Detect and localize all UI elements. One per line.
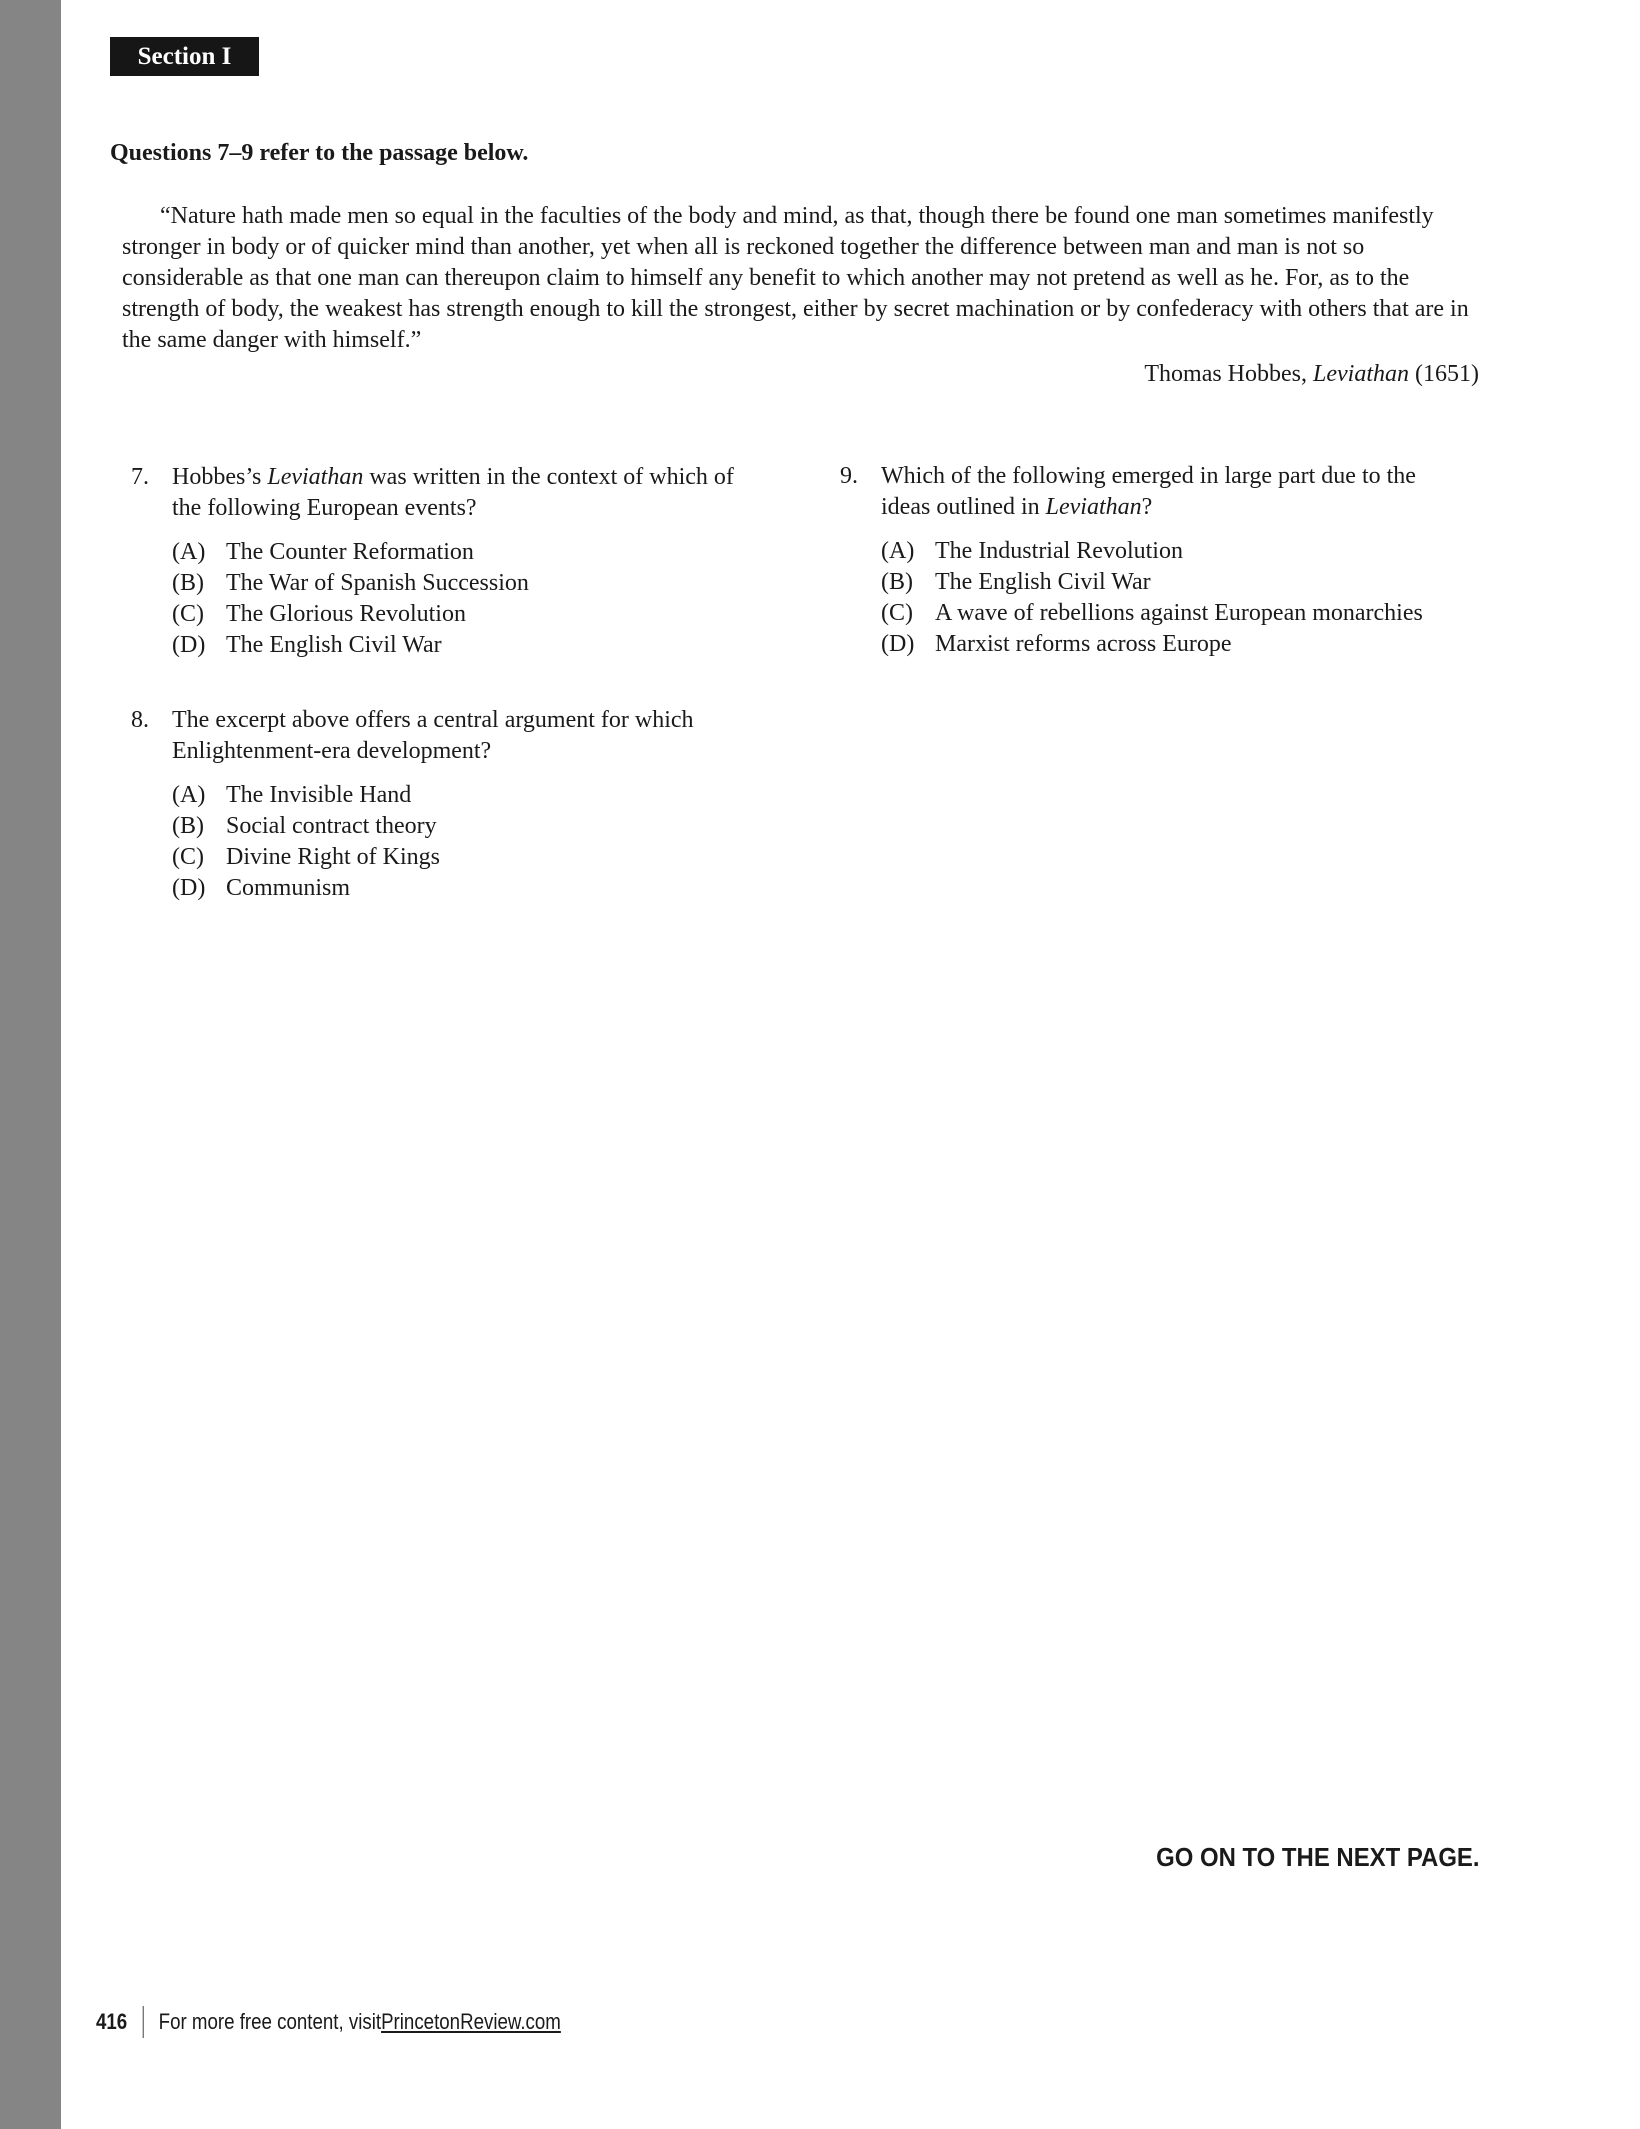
princeton-review-link[interactable]: PrincetonReview.com — [381, 2009, 561, 2034]
passage-heading: Questions 7–9 refer to the passage below. — [110, 140, 529, 166]
question-number: 9. — [840, 463, 858, 489]
footer-text: For more free content, visit — [158, 2009, 382, 2034]
stem-text: Which of the following emerged in large part due to the ideas outlined in — [881, 463, 1416, 520]
question-9 — [840, 461, 1461, 660]
option-label: (D) — [172, 632, 206, 658]
go-on-notice: GO ON TO THE NEXT PAGE. — [1156, 1842, 1480, 1872]
option-label: (B) — [881, 569, 913, 595]
page-edge-bar — [0, 0, 61, 2129]
footer-divider — [143, 2006, 144, 2038]
question-stem: The excerpt above offers a central argument for which Enlightenment-era development? — [172, 707, 694, 764]
option-text: The Industrial Revolution — [935, 538, 1183, 564]
attribution-year: (1651) — [1409, 361, 1479, 387]
option-label: (D) — [172, 875, 206, 901]
answer-option[interactable] — [172, 599, 752, 630]
answer-option[interactable] — [172, 537, 752, 568]
answer-option[interactable] — [881, 629, 1461, 660]
question-7 — [131, 462, 752, 661]
option-text: The English Civil War — [226, 632, 442, 658]
option-label: (A) — [881, 538, 915, 564]
option-text: Communism — [226, 875, 351, 901]
option-label: (B) — [172, 570, 204, 596]
option-label: (C) — [881, 600, 913, 626]
option-text: Social contract theory — [226, 813, 437, 839]
passage-attribution — [1144, 361, 1479, 388]
stem-text: ? — [1141, 494, 1153, 520]
question-number: 8. — [131, 707, 149, 733]
option-label: (A) — [172, 782, 206, 808]
option-text: The English Civil War — [935, 569, 1151, 595]
option-text: Divine Right of Kings — [226, 844, 440, 870]
option-text: The Counter Reformation — [226, 539, 474, 565]
passage-text: “Nature hath made men so equal in the faculties of the body and mind, as that, though there be found one man sometimes manifestly stronger in body or of quicker mind than another, yet when all is reckoned together the difference between man and man is not so considerable as that one man can thereupon claim to himself any benefit to which another may not pretend as well as he. For, as to the strength of body, the weakest has strength enough to kill the strongest, either by secret machination or by confederacy with others that are in the same danger with himself.” — [122, 203, 1469, 353]
stem-text: was written in the context of which of the following European events? — [172, 464, 734, 521]
answer-option[interactable] — [881, 567, 1461, 598]
option-text: The Glorious Revolution — [226, 601, 466, 627]
answer-option[interactable] — [881, 536, 1461, 567]
option-text: A wave of rebellions against European monarchies — [935, 600, 1423, 626]
option-label: (A) — [172, 539, 206, 565]
answer-option[interactable] — [172, 842, 752, 873]
attribution-author: Thomas Hobbes, — [1144, 361, 1314, 387]
option-label: (C) — [172, 844, 204, 870]
option-label: (B) — [172, 813, 204, 839]
option-text: The War of Spanish Succession — [226, 570, 529, 596]
answer-option[interactable] — [881, 598, 1461, 629]
page-number: 416 — [96, 2009, 128, 2034]
stem-italic: Leviathan — [267, 464, 364, 490]
option-text: Marxist reforms across Europe — [935, 631, 1232, 657]
answer-option[interactable] — [172, 630, 752, 661]
question-number: 7. — [131, 464, 149, 490]
stem-italic: Leviathan — [1045, 494, 1142, 520]
option-label: (D) — [881, 631, 915, 657]
option-label: (C) — [172, 601, 204, 627]
stem-text: Hobbes’s — [172, 464, 268, 490]
attribution-work: Leviathan — [1313, 361, 1410, 387]
answer-option[interactable] — [172, 873, 752, 904]
option-text: The Invisible Hand — [226, 782, 412, 808]
section-label: Section I — [110, 37, 259, 76]
answer-option[interactable] — [172, 780, 752, 811]
answer-option[interactable] — [172, 568, 752, 599]
answer-option[interactable] — [172, 811, 752, 842]
question-stem — [172, 462, 752, 524]
question-8 — [131, 705, 752, 904]
question-stem — [881, 461, 1461, 523]
page-footer — [96, 2006, 561, 2038]
